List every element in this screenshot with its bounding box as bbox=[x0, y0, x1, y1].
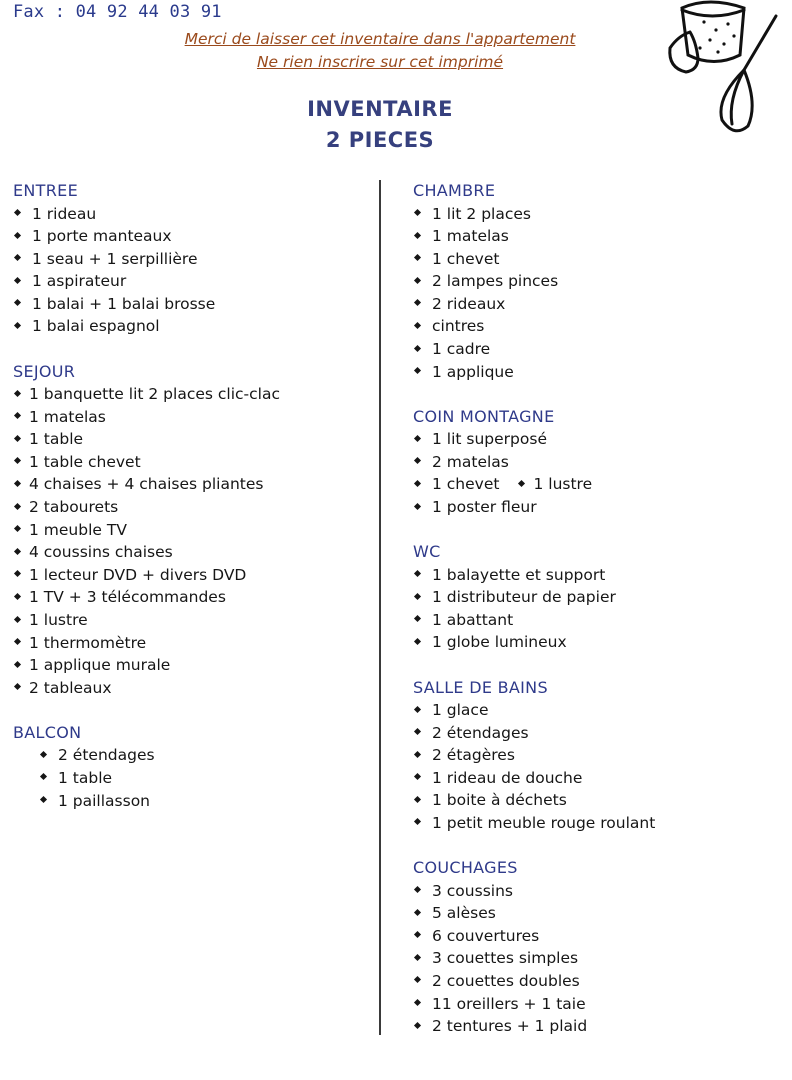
list-item: 3 coussins bbox=[413, 880, 655, 903]
bullet-icon bbox=[14, 322, 21, 329]
page-subtitle: 2 PIECES bbox=[325, 128, 435, 152]
section-heading: SALLE DE BAINS bbox=[413, 677, 548, 697]
bullet-icon bbox=[414, 954, 421, 961]
list-item: 2 couettes doubles bbox=[413, 970, 655, 993]
bullet-icon bbox=[14, 457, 21, 464]
list-item: 1 table bbox=[13, 767, 280, 790]
bullet-icon bbox=[414, 886, 421, 893]
bullet-icon bbox=[414, 254, 421, 261]
section-heading: WC bbox=[413, 542, 441, 562]
list-item: 1 lustre bbox=[13, 609, 280, 632]
section-heading: SEJOUR bbox=[13, 361, 76, 381]
list-item: 2 matelas bbox=[413, 451, 655, 474]
list-item: 1 poster fleur bbox=[413, 496, 655, 519]
list-item: 1 rideau bbox=[13, 203, 280, 226]
bullet-icon bbox=[414, 299, 421, 306]
bullet-icon bbox=[40, 751, 47, 758]
bullet-icon bbox=[14, 525, 21, 532]
bullet-icon bbox=[14, 661, 21, 668]
bullet-icon bbox=[14, 299, 21, 306]
bullet-icon bbox=[414, 909, 421, 916]
bullet-icon bbox=[414, 277, 421, 284]
left-column bbox=[13, 180, 280, 835]
list-item: 1 porte manteaux bbox=[13, 225, 280, 248]
bullet-icon bbox=[414, 593, 421, 600]
bullet-icon bbox=[414, 796, 421, 803]
section-heading: ENTREE bbox=[13, 181, 78, 200]
section-heading: COIN MONTAGNE bbox=[413, 406, 555, 426]
inline-extra-item: 1 lustre bbox=[533, 475, 593, 494]
bullet-icon bbox=[14, 435, 21, 442]
list-item: 1 chevet bbox=[413, 248, 655, 271]
bullet-icon bbox=[14, 502, 21, 509]
bullet-icon bbox=[414, 322, 421, 329]
notice-line-2: Ne rien inscrire sur cet imprimé bbox=[256, 53, 504, 71]
bullet-icon bbox=[14, 683, 21, 690]
bullet-icon bbox=[414, 367, 421, 374]
bullet-icon bbox=[14, 480, 21, 487]
bullet-icon bbox=[14, 412, 21, 419]
column-divider bbox=[379, 180, 381, 1035]
bullet-icon bbox=[414, 751, 421, 758]
section-sejour bbox=[13, 361, 280, 700]
list-item: 1 glace bbox=[413, 699, 655, 722]
list-item: 1 applique bbox=[413, 361, 655, 384]
bullet-icon bbox=[40, 796, 47, 803]
bullet-icon bbox=[414, 999, 421, 1006]
whisk-bowl-icon bbox=[664, 0, 784, 140]
list-item: 1 chevet 1 lustre bbox=[413, 473, 655, 496]
list-item: 2 tentures + 1 plaid bbox=[413, 1015, 655, 1038]
section-chambre bbox=[413, 180, 655, 383]
list-item: 2 tabourets bbox=[13, 496, 280, 519]
list-item: 1 banquette lit 2 places clic-clac bbox=[13, 383, 280, 406]
bullet-icon bbox=[414, 615, 421, 622]
section-balcon bbox=[13, 722, 280, 812]
list-item: 1 paillasson bbox=[13, 790, 280, 813]
list-item: 1 thermomètre bbox=[13, 632, 280, 655]
bullet-icon bbox=[414, 457, 421, 464]
bullet-icon bbox=[414, 570, 421, 577]
list-item: cintres bbox=[413, 315, 655, 338]
bullet-icon bbox=[14, 593, 21, 600]
notice-line-1: Merci de laisser cet inventaire dans l'appartement bbox=[184, 30, 576, 48]
section-heading: COUCHAGES bbox=[413, 858, 518, 878]
list-item: 4 coussins chaises bbox=[13, 541, 280, 564]
bullet-icon bbox=[414, 209, 421, 216]
section-coin-montagne bbox=[413, 406, 655, 519]
bullet-icon bbox=[414, 502, 421, 509]
list-item: 2 tableaux bbox=[13, 677, 280, 700]
list-item: 1 rideau de douche bbox=[413, 767, 655, 790]
list-item: 5 alèses bbox=[413, 902, 655, 925]
bullet-icon bbox=[14, 209, 21, 216]
section-salle-de-bains bbox=[413, 677, 655, 835]
section-heading: BALCON bbox=[13, 722, 82, 742]
list-item: 2 étendages bbox=[13, 744, 280, 767]
bullet-icon bbox=[414, 728, 421, 735]
bullet-icon bbox=[14, 570, 21, 577]
list-item: 1 distributeur de papier bbox=[413, 586, 655, 609]
bullet-icon bbox=[414, 480, 421, 487]
right-column bbox=[413, 180, 655, 1060]
bullet-icon bbox=[414, 345, 421, 352]
list-item: 1 lecteur DVD + divers DVD bbox=[13, 564, 280, 587]
fax-number: Fax : 04 92 44 03 91 bbox=[13, 2, 222, 22]
bullet-icon bbox=[14, 390, 21, 397]
list-item: 1 matelas bbox=[13, 406, 280, 429]
list-item: 11 oreillers + 1 taie bbox=[413, 993, 655, 1016]
section-heading: CHAMBRE bbox=[413, 181, 496, 200]
list-item: 1 cadre bbox=[413, 338, 655, 361]
list-item: 2 étagères bbox=[413, 744, 655, 767]
list-item: 1 balai + 1 balai brosse bbox=[13, 293, 280, 316]
bullet-icon bbox=[414, 931, 421, 938]
section-wc bbox=[413, 541, 655, 654]
bullet-icon bbox=[518, 480, 525, 487]
bullet-icon bbox=[40, 773, 47, 780]
list-item: 4 chaises + 4 chaises pliantes bbox=[13, 473, 280, 496]
list-item: 1 TV + 3 télécommandes bbox=[13, 586, 280, 609]
bullet-icon bbox=[14, 548, 21, 555]
list-item: 2 rideaux bbox=[413, 293, 655, 316]
bullet-icon bbox=[414, 773, 421, 780]
bullet-icon bbox=[414, 705, 421, 712]
list-item: 1 lit 2 places bbox=[413, 203, 655, 226]
bullet-icon bbox=[14, 254, 21, 261]
bullet-icon bbox=[414, 232, 421, 239]
bullet-icon bbox=[14, 638, 21, 645]
list-item: 3 couettes simples bbox=[413, 947, 655, 970]
list-item: 1 balayette et support bbox=[413, 564, 655, 587]
bullet-icon bbox=[414, 976, 421, 983]
list-item: 1 aspirateur bbox=[13, 270, 280, 293]
section-entree bbox=[13, 180, 280, 338]
list-item: 1 petit meuble rouge roulant bbox=[413, 812, 655, 835]
list-item: 1 matelas bbox=[413, 225, 655, 248]
list-item: 1 abattant bbox=[413, 609, 655, 632]
bullet-icon bbox=[414, 818, 421, 825]
bullet-icon bbox=[414, 638, 421, 645]
page-title: INVENTAIRE bbox=[307, 97, 453, 121]
list-item: 1 table bbox=[13, 428, 280, 451]
list-item: 2 étendages bbox=[413, 722, 655, 745]
section-couchages bbox=[413, 857, 655, 1038]
bullet-icon bbox=[14, 615, 21, 622]
bullet-icon bbox=[414, 435, 421, 442]
list-item: 6 couvertures bbox=[413, 925, 655, 948]
list-item: 1 globe lumineux bbox=[413, 631, 655, 654]
list-item: 2 lampes pinces bbox=[413, 270, 655, 293]
bullet-icon bbox=[14, 277, 21, 284]
list-item: 1 table chevet bbox=[13, 451, 280, 474]
list-item: 1 boite à déchets bbox=[413, 789, 655, 812]
list-item: 1 balai espagnol bbox=[13, 315, 280, 338]
list-item: 1 applique murale bbox=[13, 654, 280, 677]
bullet-icon bbox=[414, 1022, 421, 1029]
list-item: 1 lit superposé bbox=[413, 428, 655, 451]
list-item: 1 meuble TV bbox=[13, 519, 280, 542]
list-item: 1 seau + 1 serpillière bbox=[13, 248, 280, 271]
bullet-icon bbox=[14, 232, 21, 239]
